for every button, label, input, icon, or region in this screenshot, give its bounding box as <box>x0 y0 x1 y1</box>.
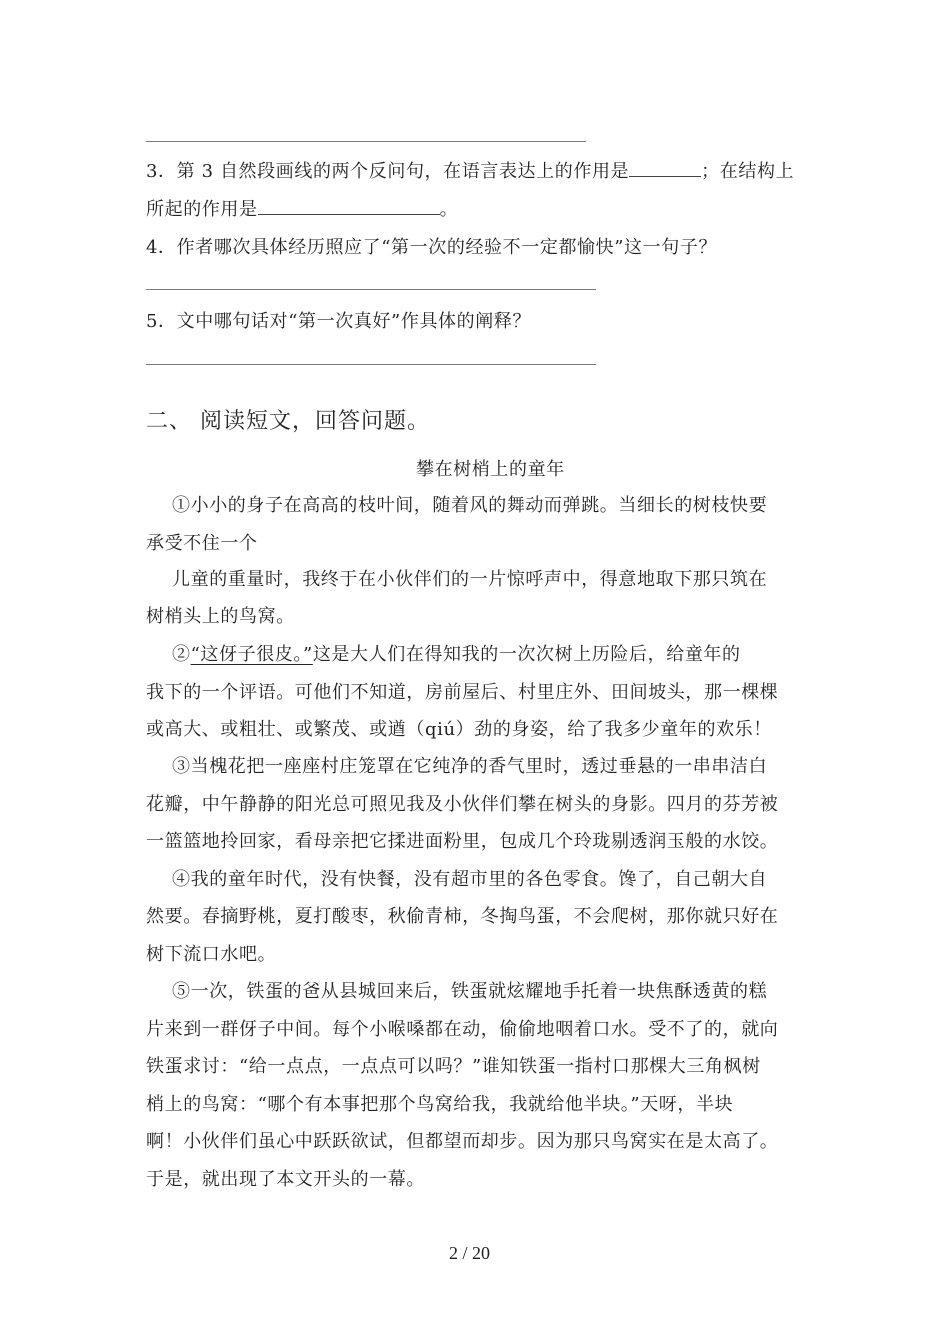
question-3-line-1 <box>146 158 794 184</box>
paragraph-6-line-2: 片来到一群伢子中间。每个小喉嗓都在动，偷偷地咽着口水。受不了的，就向 <box>146 1019 779 1040</box>
paragraph-4-line-1: ③当槐花把一座座村庄笼罩在它纯净的香气里时，透过垂悬的一串串洁白 <box>172 756 768 777</box>
answer-blank[interactable] <box>258 196 440 215</box>
paragraph-6-line-1: ⑤一次，铁蛋的爸从县城回来后，铁蛋就炫耀地手托着一块焦酥透黄的糕 <box>172 981 768 1002</box>
page-number: 2 / 20 <box>449 1243 491 1263</box>
paragraph-3-line-1 <box>172 643 741 667</box>
paragraph-5-line-1: ④我的童年时代，没有快餐，没有超市里的各色零食。馋了，自己朝大自 <box>172 869 768 890</box>
paragraph-5-line-2: 然要。春摘野桃，夏打酸枣，秋偷青柿，冬掏鸟蛋，不会爬树，那你就只好在 <box>146 906 779 927</box>
paragraph-3-line-2: 我下的一个评语。可他们不知道，房前屋后、村里庄外、田间坡头，那一棵棵 <box>146 682 779 703</box>
paragraph-6-line-5: 啊！小伙伴们虽心中跃跃欲试，但都望而却步。因为那只鸟窝实在是太高了。 <box>146 1131 779 1152</box>
question-3-text-c: 所起的作用是 <box>146 199 258 220</box>
question-5: 5．文中哪句话对“第一次真好”作具体的阐释？ <box>146 311 532 332</box>
question-3-text-d: 。 <box>439 199 459 220</box>
paragraph-1-line-1: ①小小的身子在高高的枝叶间，随着风的舞动而弹跳。当细长的树枝快要 <box>172 495 768 516</box>
section-heading: 二、 阅读短文，回答问题。 <box>146 409 430 434</box>
paragraph-3-text: 这是大人们在得知我的一次次树上历险后，给童年的 <box>312 644 741 665</box>
question-3-text-b: ；在结构上 <box>701 161 795 182</box>
paragraph-5-line-3: 树下流口水吧。 <box>146 944 277 965</box>
paragraph-4-line-2: 花瓣，中午静静的阳光总可照见我及小伙伴们攀在树头的身影。四月的芬芳被 <box>146 794 779 815</box>
paragraph-3-number: ② <box>172 644 191 665</box>
underlined-quote: “这伢子很皮。” <box>190 644 313 665</box>
answer-line <box>146 364 596 365</box>
paragraph-6-line-3: 铁蛋求讨：“给一点点，一点点可以吗？”谁知铁蛋一指村口那棵大三角枫树 <box>146 1056 761 1077</box>
article-title: 攀在树梢上的童年 <box>416 459 565 480</box>
answer-blank[interactable] <box>629 158 701 177</box>
paragraph-6-line-6: 于是，就出现了本文开头的一幕。 <box>146 1169 425 1190</box>
answer-line <box>146 141 586 142</box>
question-3-line-2 <box>146 196 458 222</box>
paragraph-3-line-3: 或高大、或粗壮、或繁茂、或遒（qiú）劲的身姿，给了我多少童年的欢乐！ <box>146 719 772 740</box>
paragraph-4-line-3: 一篮篮地拎回家，看母亲把它揉进面粉里，包成几个玲珑剔透润玉般的水饺。 <box>146 831 779 852</box>
question-3-text: 3．第 3 自然段画线的两个反问句，在语言表达上的作用是 <box>146 161 630 182</box>
paragraph-1-line-2: 承受不住一个 <box>146 533 258 554</box>
question-4: 4．作者哪次具体经历照应了“第一次的经验不一定都愉快”这一句子？ <box>146 237 718 258</box>
paragraph-2-line-1: 儿童的重量时，我终于在小伙伴们的一片惊呼声中，得意地取下那只筑在 <box>172 569 768 590</box>
answer-line <box>146 289 596 290</box>
paragraph-2-line-2: 树梢头上的鸟窝。 <box>146 606 295 627</box>
paragraph-6-line-4: 梢上的鸟窝：“哪个有本事把那个鸟窝给我，我就给他半块。”天呀，半块 <box>146 1094 734 1115</box>
